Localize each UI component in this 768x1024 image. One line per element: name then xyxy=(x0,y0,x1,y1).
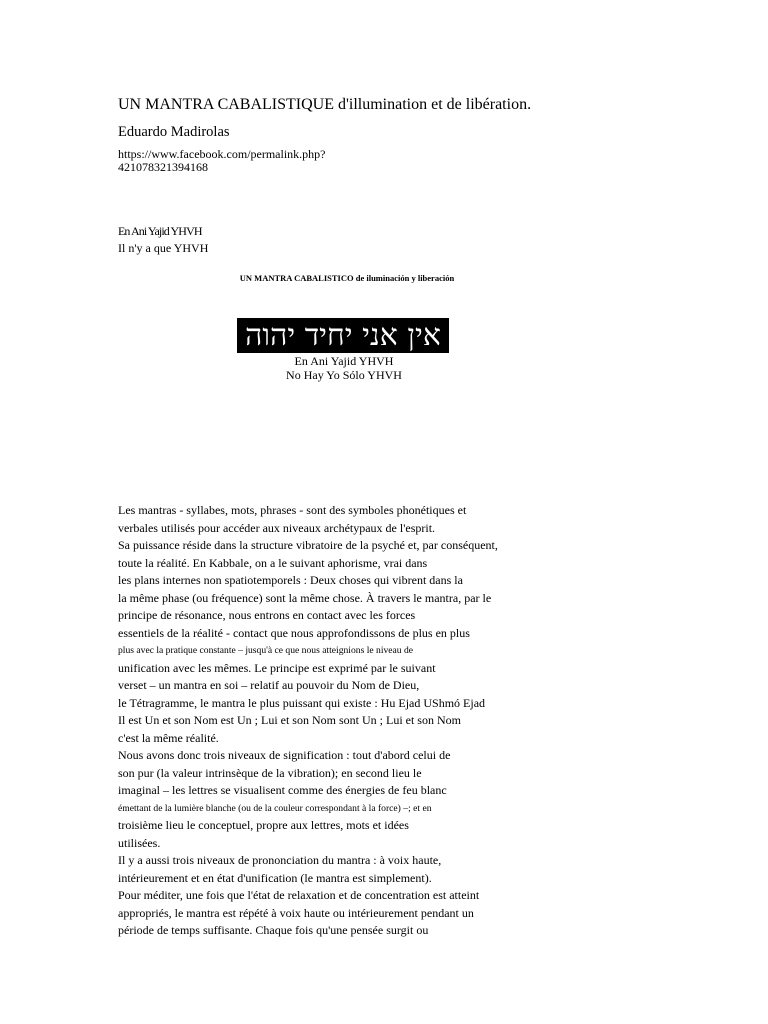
body-line: Pour méditer, une fois que l'état de relaxation et de concentration est atteint xyxy=(118,888,480,902)
link-line[interactable]: 421078321394168 xyxy=(118,160,208,174)
body-line: unification avec les mêmes. Le principe est exprimé par le suivant xyxy=(118,660,436,675)
body-line: c'est la même réalité. xyxy=(118,730,219,745)
body-line: verset – un mantra en soi – relatif au pouvoir du Nom de Dieu, xyxy=(118,678,420,692)
author-name: Eduardo Madirolas xyxy=(118,124,230,140)
transliteration-line: En Ani Yajid YHVH xyxy=(118,224,202,238)
body-line: Il y a aussi trois niveaux de prononciation du mantra : à voix haute, xyxy=(118,853,442,867)
document-title: UN MANTRA CABALISTIQUE d'illumination et de libération. xyxy=(118,96,532,113)
caption-line: No Hay Yo Sólo YHVH xyxy=(286,368,402,382)
image-caption xyxy=(0,354,688,382)
body-line: période de temps suffisante. Chaque fois qu'une pensée surgit ou xyxy=(118,923,429,937)
body-line: Il est Un et son Nom est Un ; Lui et son Nom sont Un ; Lui et son Nom xyxy=(118,713,461,727)
body-line: son pur (la valeur intrinsèque de la vibration); en second lieu le xyxy=(118,765,422,780)
body-line: verbales utilisés pour accéder aux niveaux archétypaux de l'esprit. xyxy=(118,520,436,535)
caption-line: En Ani Yajid YHVH xyxy=(294,354,394,368)
body-line: Nous avons donc trois niveaux de signification : tout d'abord celui de xyxy=(118,748,451,762)
body-line: plus avec la pratique constante – jusqu'à ce que nous atteignions le niveau de xyxy=(118,645,414,656)
body-line: toute la réalité. En Kabbale, on a le suivant aphorisme, vrai dans xyxy=(118,555,428,570)
body-line: le Tétragramme, le mantra le plus puissant qui existe : Hu Ejad UShmó Ejad xyxy=(118,695,486,710)
body-line: la même phase (ou fréquence) sont la même chose. À travers le mantra, par le xyxy=(118,590,492,605)
transliteration xyxy=(118,223,208,257)
body-line: les plans internes non spatiotemporels : Deux choses qui vibrent dans la xyxy=(118,573,463,587)
body-line: utilisées. xyxy=(118,835,161,850)
hebrew-mantra-image xyxy=(237,318,449,353)
body-line: intérieurement et en état d'unification (le mantra est simplement). xyxy=(118,870,432,885)
body-line: émettant de la lumière blanche (ou de la couleur correspondant à la force) –; et en xyxy=(118,802,432,814)
body-line: appropriés, le mantra est répété à voix haute ou intérieurement pendant un xyxy=(118,905,474,920)
body-line: troisième lieu le conceptuel, propre aux lettres, mots et idées xyxy=(118,818,409,832)
translation-line: Il n'y a que YHVH xyxy=(118,241,209,255)
source-link[interactable] xyxy=(118,148,326,174)
spanish-subtitle: UN MANTRA CABALISTICO de iluminación y liberación xyxy=(239,273,455,283)
body-text xyxy=(118,502,538,940)
body-line: Sa puissance réside dans la structure vibratoire de la psyché et, par conséquent, xyxy=(118,538,498,552)
body-line: essentiels de la réalité - contact que nous approfondissons de plus en plus xyxy=(118,625,470,640)
body-line: principe de résonance, nous entrons en contact avec les forces xyxy=(118,608,416,622)
link-line[interactable]: https://www.facebook.com/permalink.php? xyxy=(118,147,326,161)
body-line: imaginal – les lettres se visualisent comme des énergies de feu blanc xyxy=(118,783,447,797)
hebrew-mantra-text: אין אני יחיד יהוה xyxy=(245,318,441,353)
body-line: Les mantras - syllabes, mots, phrases - sont des symboles phonétiques et xyxy=(118,503,467,517)
